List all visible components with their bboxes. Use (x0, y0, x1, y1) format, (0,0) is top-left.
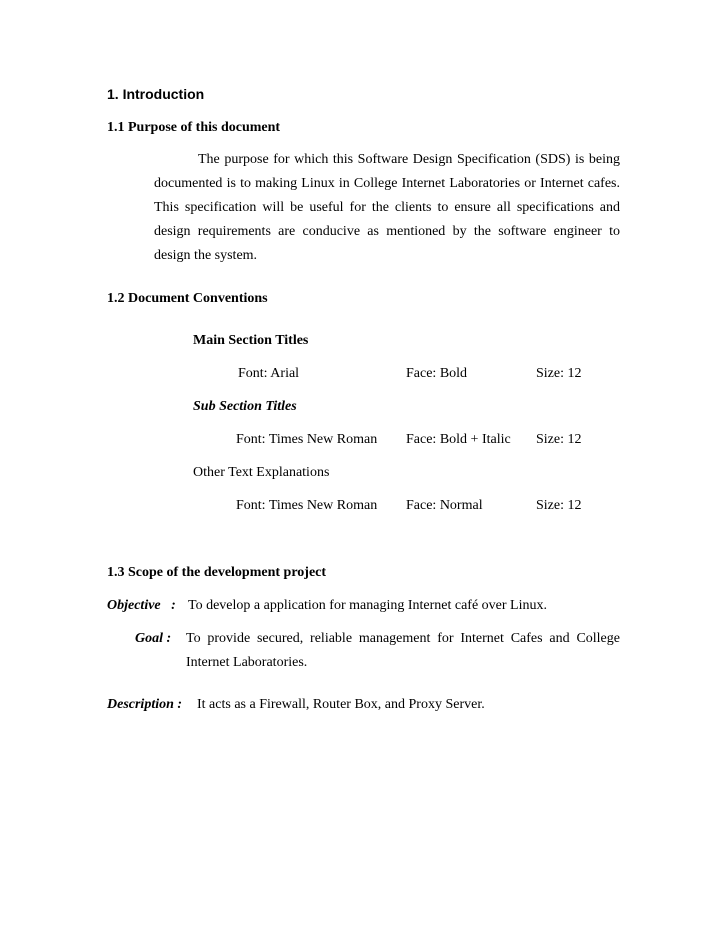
section-1-3-title: 1.3 Scope of the development project (107, 565, 327, 580)
convention-other-text-size: Size: 12 (536, 498, 582, 513)
purpose-paragraph (154, 148, 620, 268)
section-1-title: 1. Introduction (107, 86, 205, 102)
convention-other-text-face: Face: Normal (406, 498, 483, 513)
description-label: Description : (107, 697, 183, 712)
objective-label: Objective : (107, 598, 176, 613)
convention-main-section-size: Size: 12 (536, 366, 582, 381)
convention-main-section-label: Main Section Titles (193, 333, 309, 348)
convention-other-text-label: Other Text Explanations (193, 465, 330, 480)
convention-main-section-face: Face: Bold (406, 366, 468, 381)
goal-label: Goal : (135, 631, 172, 646)
convention-sub-section-size: Size: 12 (536, 432, 582, 447)
objective-text: To develop a application for managing Internet café over Linux. (188, 598, 547, 613)
convention-main-section-font: Font: Arial (238, 366, 300, 381)
convention-sub-section-label: Sub Section Titles (193, 399, 297, 414)
convention-other-text-font: Font: Times New Roman (236, 498, 378, 513)
goal-text (186, 627, 620, 675)
convention-sub-section-font: Font: Times New Roman (236, 432, 378, 447)
description-text: It acts as a Firewall, Router Box, and Proxy Server. (197, 697, 485, 712)
purpose-paragraph-text: The purpose for which this Software Design Specification (SDS) is being documented is to making Linux in College Internet Laboratories or Internet cafes. This specification will be useful for the clients to ensure all specifications and design requirements are conducive as mentioned by the software engineer to design the system. (154, 152, 620, 263)
section-1-1-title: 1.1 Purpose of this document (107, 120, 281, 135)
section-1-2-title: 1.2 Document Conventions (107, 291, 268, 306)
convention-sub-section-face: Face: Bold + Italic (406, 432, 511, 447)
goal-text-content: To provide secured, reliable management for Internet Cafes and College Internet Laboratories. (186, 631, 620, 670)
